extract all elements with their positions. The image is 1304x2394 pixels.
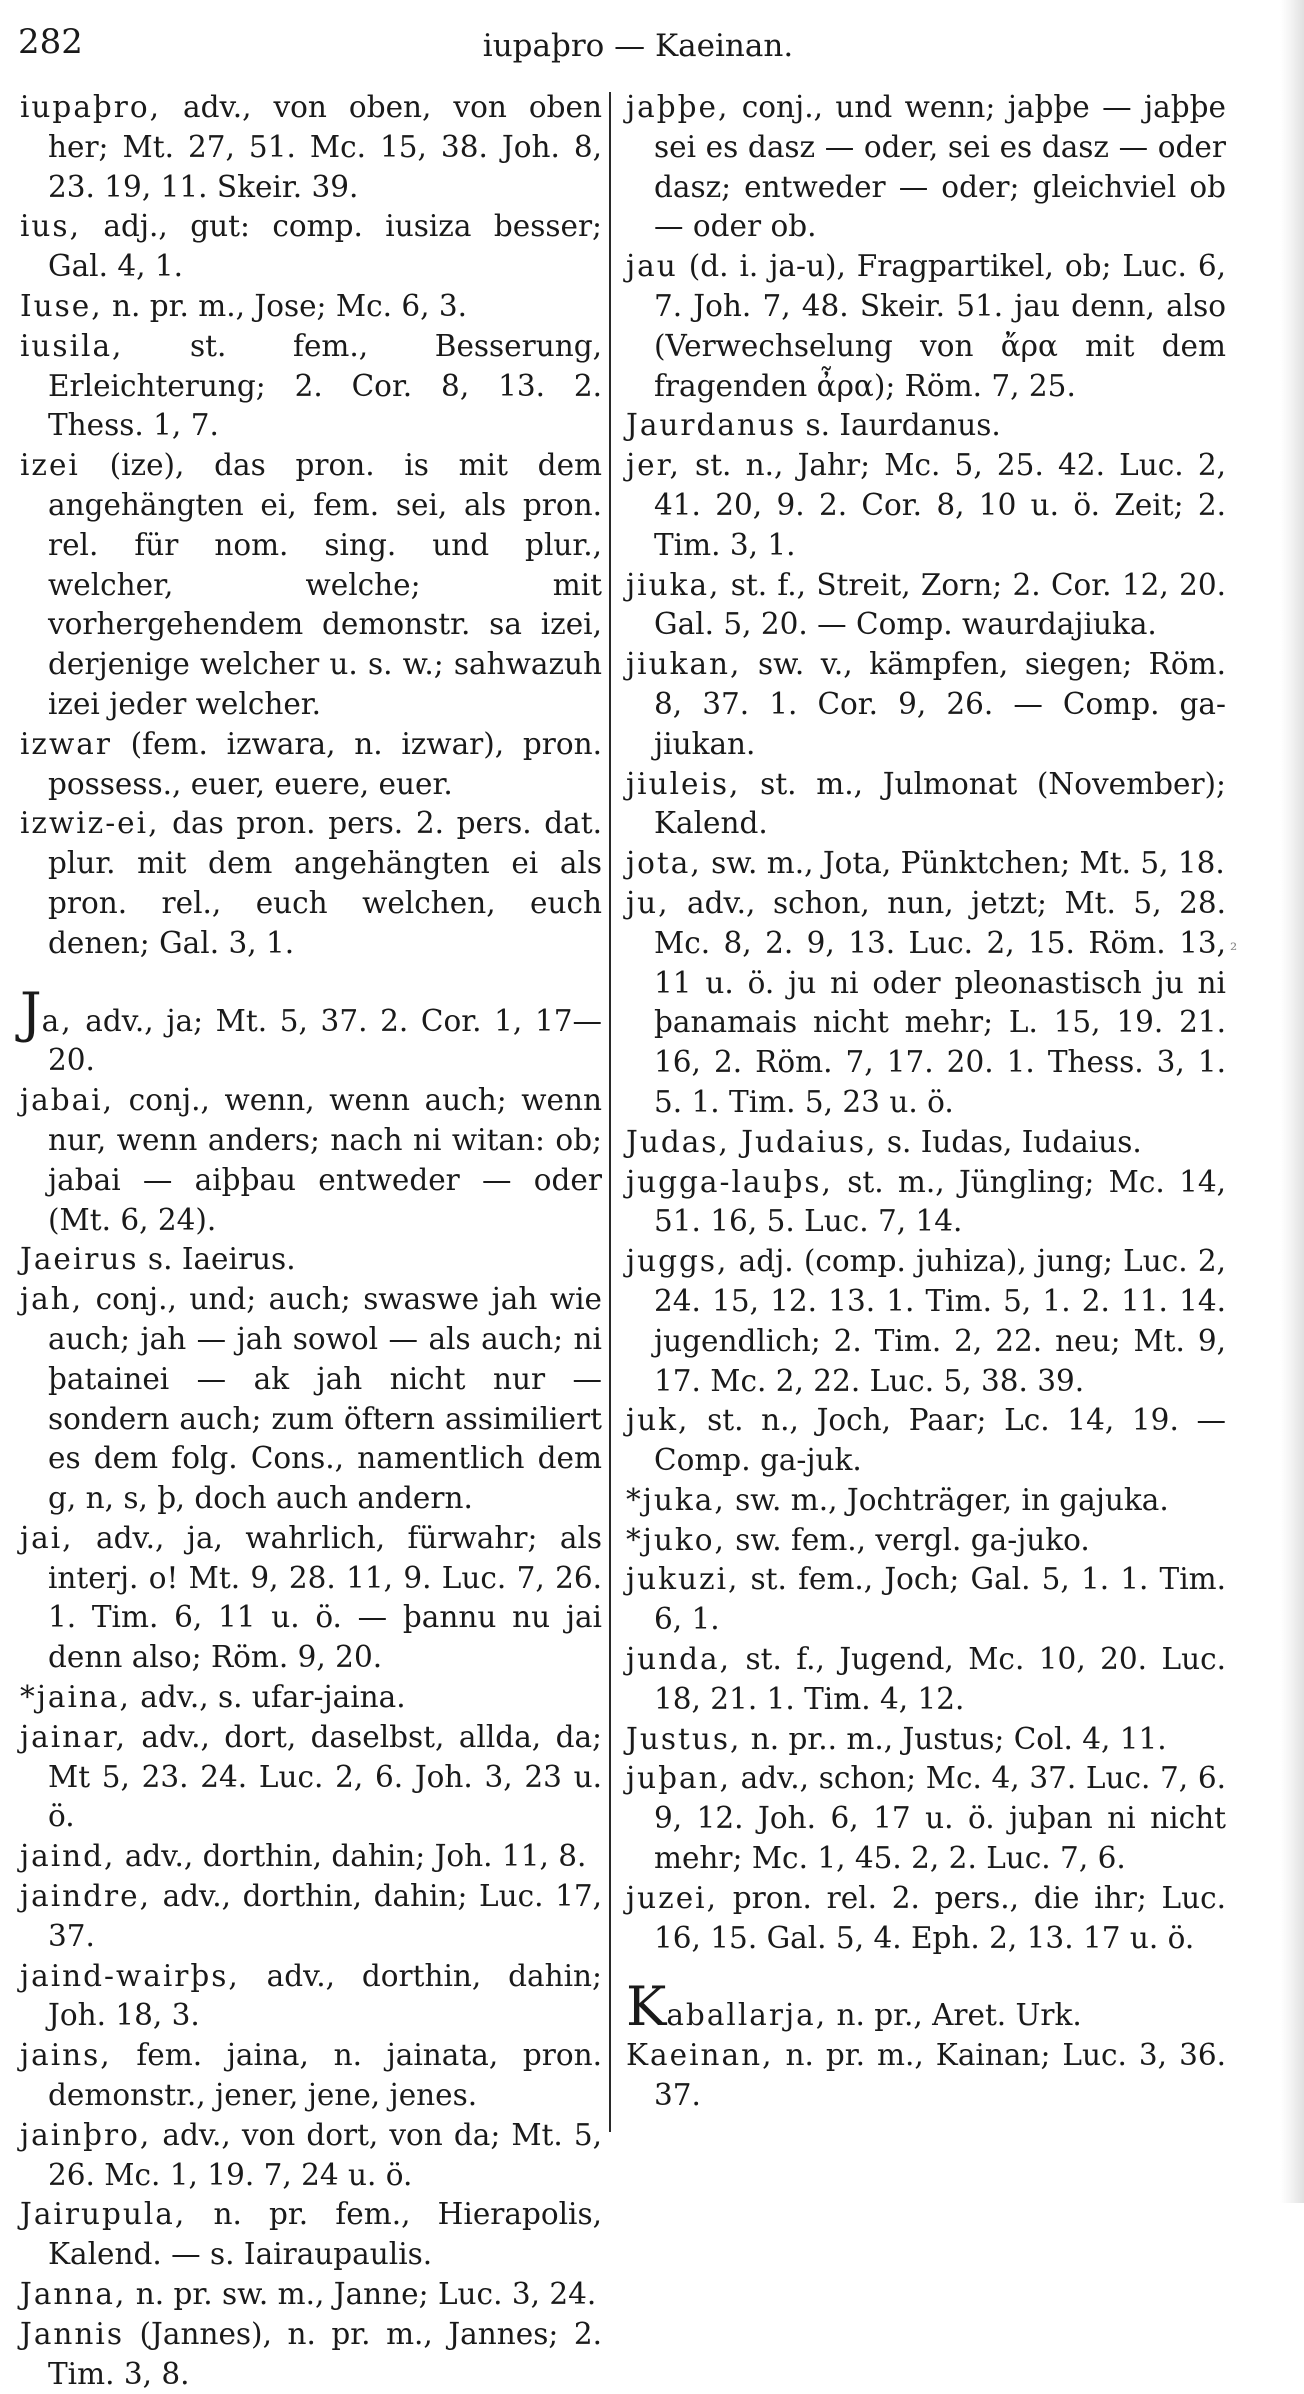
entry-headword: Janna, [20, 2277, 127, 2312]
entry-definition: (ize), das pron. is mit dem angehängten ei, fem. sei, als pron. rel. für nom. sing. und plur., welcher, welche; mit vorhergehendem demonstr. sa izei, derjenige welcher u. s. w.; sahwazuh izei jeder welcher. [48, 448, 602, 721]
entry-headword: jukuzi, [626, 1562, 740, 1597]
dictionary-entry [626, 1720, 1226, 1760]
entry-headword: ju, [626, 885, 670, 920]
entry-headword: Justus, [626, 1721, 742, 1756]
dictionary-entry [626, 1759, 1226, 1878]
dictionary-entry [626, 406, 1226, 446]
entry-headword: izwiz-ei, [20, 806, 160, 841]
dictionary-entry [20, 1280, 602, 1519]
dictionary-entry [626, 1123, 1226, 1163]
entry-definition: st. n., Jahr; Mc. 5, 25. 42. Luc. 2, 41. 20, 9. 2. Cor. 8, 10 u. ö. Zeit; 2. Tim. 3, 1. [654, 448, 1226, 562]
dictionary-entry [20, 2275, 602, 2315]
entry-definition: n. pr., Aret. Urk. [827, 1998, 1082, 2033]
entry-headword: Kaeinan, [626, 2038, 774, 2073]
dictionary-entry [626, 1640, 1226, 1720]
running-header [18, 22, 1258, 72]
left-column [20, 88, 602, 2394]
dictionary-entry [626, 884, 1226, 1123]
entry-headword: juggs, [626, 1244, 729, 1279]
dictionary-entry [20, 1837, 602, 1877]
right-column [626, 88, 1226, 2116]
dictionary-entry [626, 844, 1226, 884]
entry-definition: das pron. pers. 2. pers. dat. plur. mit dem angehängten ei als pron. rel., euch welchen, euch denen; Gal. 3, 1. [48, 806, 602, 960]
entry-definition: st. f., Jugend, Mc. 10, 20. Luc. 18, 21. 1. Tim. 4, 12. [654, 1642, 1226, 1716]
dictionary-entry [626, 566, 1226, 646]
entry-definition: adj. (comp. juhiza), jung; Luc. 2, 24. 15, 12. 13. 1. Tim. 5, 1. 2. 11. 14. jugendlich; 2. Tim. 2, 22. neu; Mt. 9, 17. Mc. 2, 22. Luc. 5, 38. 39. [654, 1244, 1226, 1398]
entry-definition: adv., schon, nun, jetzt; Mt. 5, 28. Mc. 8, 2. 9, 13. Luc. 2, 15. Röm. 13, 11 u. ö. ju ni oder pleonastisch ju ni þanamais nicht mehr; L. 15, 19. 21. 16, 2. Röm. 7, 17. 20. 1. Thess. 3, 1. 5. 1. Tim. 5, 23 u. ö. [654, 885, 1226, 1119]
entry-definition: adv., dorthin, dahin; Luc. 17, 37. [48, 1879, 602, 1953]
entry-definition: sw. m., Jochträger, in gajuka. [725, 1482, 1169, 1517]
dictionary-entry [626, 1879, 1226, 1959]
entry-headword: izwar [20, 726, 112, 761]
entry-headword: izei [20, 448, 80, 483]
dictionary-entry [20, 1081, 602, 1240]
dictionary-entry [626, 1975, 1226, 2039]
entry-headword: jer, [626, 448, 681, 483]
entry-headword: Iuse, [20, 288, 103, 323]
entry-headword: jiuka, [626, 567, 721, 602]
page-edge-shadow [1280, 0, 1304, 2203]
entry-definition: adv., s. ufar-jaina. [130, 1680, 406, 1715]
entry-definition: n. pr.. m., Justus; Col. 4, 11. [741, 1721, 1167, 1756]
entry-headword: jugga-lauþs, [626, 1164, 833, 1199]
entry-headword: Jannis [20, 2316, 124, 2351]
entry-headword: *jaina, [20, 1680, 131, 1715]
dictionary-entry [20, 725, 602, 805]
entry-headword: jaþþe, [626, 90, 730, 124]
entry-headword: iupaþro, [20, 90, 162, 124]
entry-headword: *juko, [626, 1522, 726, 1557]
dictionary-entry [626, 1242, 1226, 1401]
dictionary-entry [626, 1163, 1226, 1243]
entry-definition: adv., von dort, von da; Mt. 5, 26. Mc. 1, 19. 7, 24 u. ö. [48, 2117, 602, 2192]
entry-definition: n. pr. m., Kainan; Luc. 3, 36. 37. [654, 2038, 1226, 2113]
entry-definition: adv., schon; Mc. 4, 37. Luc. 7, 6. 9, 12. Joh. 6, 17 u. ö. juþan ni nicht mehr; Mc. 1, 45. 2, 2. Luc. 7, 6. [654, 1761, 1226, 1876]
entry-definition: conj., wenn, wenn auch; wenn nur, wenn anders; nach ni witan: ob; jabai — aiþþau entweder — oder (Mt. 6, 24). [48, 1083, 602, 1237]
entry-definition: adv., ja, wahrlich, fürwahr; als interj. o! Mt. 9, 28. 11, 9. Luc. 7, 26. 1. Tim. 6, 11 u. ö. — þannu nu jai denn also; Röm. 9, 20. [48, 1520, 602, 1675]
entry-definition: adv., dorthin, dahin; Joh. 11, 8. [115, 1839, 587, 1874]
section-initial: K [626, 1975, 667, 2039]
entry-definition: adv., ja; Mt. 5, 37. 2. Cor. 1, 17—20. [48, 1003, 602, 1078]
entry-definition: st. m., Jüngling; Mc. 14, 51. 16, 5. Luc. 7, 14. [654, 1164, 1226, 1239]
entry-headword: Jaurdanus [626, 408, 797, 443]
dictionary-entry [20, 2195, 602, 2275]
entry-definition: (d. i. ja-u), Fragpartikel, ob; Luc. 6, 7. Joh. 7, 48. Skeir. 51. jau denn, also (Verwechselung von ἄρα mit dem fragenden ἆρα); Röm. 7, 25. [654, 249, 1226, 403]
entry-definition: st. fem., Joch; Gal. 5, 1. 1. Tim. 6, 1. [654, 1562, 1226, 1637]
entry-definition: adv., von oben, von oben her; Mt. 27, 51. Mc. 15, 38. Joh. 8, 23. 19, 11. Skeir. 39. [48, 90, 602, 204]
entry-headword: ius, [20, 209, 81, 244]
dictionary-entry [20, 1877, 602, 1957]
entry-definition: (Jannes), n. pr. m., Jannes; 2. Tim. 3, 8. [48, 2316, 602, 2391]
column-divider [609, 92, 611, 2132]
dictionary-entry [20, 287, 602, 327]
entry-definition: s. Iaeirus. [138, 1242, 296, 1277]
entry-definition: adv., dorthin, dahin; Joh. 18, 3. [48, 1958, 602, 2033]
entry-headword: juk, [626, 1403, 690, 1438]
entry-definition: st. m., Julmonat (November); Kalend. [654, 766, 1226, 841]
dictionary-entry [20, 2315, 602, 2394]
entry-definition: sw. v., kämpfen, siegen; Röm. 8, 37. 1. Cor. 9, 26. — Comp. ga-jiukan. [654, 647, 1226, 761]
entry-headword: jains, [20, 2038, 112, 2073]
entry-headword: *juka, [626, 1482, 726, 1517]
entry-definition: n. pr. fem., Hierapolis, Kalend. — s. Iairaupaulis. [48, 2197, 602, 2272]
running-title: iupaþro — Kaeinan. [482, 28, 794, 64]
entry-definition: s. Iaurdanus. [796, 408, 1001, 443]
entry-headword: jaindre, [20, 1879, 151, 1914]
entry-headword: Jairupula, [20, 2197, 187, 2232]
entry-definition: conj., und wenn; jaþþe — jaþþe sei es dasz — oder, sei es dasz — oder dasz; entweder — oder; gleichviel ob — oder ob. [654, 90, 1226, 244]
entry-headword: juþan, [626, 1761, 731, 1796]
dictionary-entry [20, 1519, 602, 1678]
entry-headword: jau [626, 249, 678, 284]
margin-mark: ² [1230, 940, 1238, 961]
entry-headword: jai, [20, 1520, 74, 1555]
dictionary-entry [626, 1560, 1226, 1640]
dictionary-entry [20, 2036, 602, 2116]
entry-definition: st. n., Joch, Paar; Lc. 14, 19. — Comp. ga-juk. [654, 1403, 1226, 1478]
dictionary-entry [20, 88, 602, 207]
dictionary-entry [626, 765, 1226, 845]
entry-headword: juzei, [626, 1880, 718, 1915]
dictionary-entry [626, 1481, 1226, 1521]
dictionary-entry [626, 88, 1226, 247]
entry-headword: jaind-wairþs, [20, 1958, 240, 1993]
entry-headword: jaind, [20, 1839, 116, 1874]
entry-definition: (fem. izwara, n. izwar), pron. possess., euer, euere, euer. [48, 726, 602, 801]
entry-definition: sw. fem., vergl. ga-juko. [725, 1522, 1090, 1557]
entry-definition: fem. jaina, n. jainata, pron. demonstr., jener, jene, jenes. [48, 2038, 602, 2113]
entry-definition: st. fem., Besserung, Erleichterung; 2. Cor. 8, 13. 2. Thess. 1, 7. [48, 328, 602, 443]
entry-headword: jiuleis, [626, 766, 741, 801]
dictionary-entry [20, 980, 602, 1082]
dictionary-entry [626, 645, 1226, 764]
dictionary-entry [626, 446, 1226, 565]
entry-definition: n. pr. sw. m., Janne; Luc. 3, 24. [126, 2277, 597, 2312]
entry-headword: Judas, Judaius, [626, 1124, 878, 1159]
page-number: 282 [18, 22, 83, 62]
entry-definition: conj., und; auch; swaswe jah wie auch; jah — jah sowol — als auch; ni þatainei — ak jah nicht nur — sondern auch; zum öftern assimiliert es dem folg. Cons., namentlich dem g, n, s, þ, doch auch andern. [48, 1282, 602, 1516]
dictionary-entry [20, 1678, 602, 1718]
dictionary-entry [20, 1957, 602, 2037]
dictionary-entry [20, 207, 602, 287]
entry-headword: jabai, [20, 1083, 115, 1118]
dictionary-entry [20, 804, 602, 963]
entry-headword: a, [41, 1003, 73, 1038]
entry-definition: s. Iudas, Iudaius. [877, 1124, 1142, 1159]
dictionary-entry [20, 1240, 602, 1280]
entry-definition: adv., dort, daselbst, allda, da; Mt 5, 23. 24. Luc. 2, 6. Joh. 3, 23 u. ö. [48, 1719, 602, 1834]
dictionary-entry [626, 1521, 1226, 1561]
entry-headword: jiukan, [626, 647, 742, 682]
entry-headword: jah, [20, 1282, 84, 1317]
dictionary-entry [626, 2036, 1226, 2116]
entry-headword: jota, [626, 846, 702, 881]
dictionary-entry [626, 1401, 1226, 1481]
entry-definition: adj., gut: comp. iusiza besser; Gal. 4, 1. [48, 209, 602, 284]
dictionary-entry [20, 1718, 602, 1837]
entry-headword: Jaeirus [20, 1242, 139, 1277]
section-initial: J [20, 980, 42, 1044]
dictionary-entry [626, 247, 1226, 406]
entry-headword: jainþro, [20, 2117, 152, 2152]
entry-definition: sw. m., Jota, Pünktchen; Mt. 5, 18. [701, 846, 1225, 881]
dictionary-entry [20, 327, 602, 446]
entry-headword: iusila, [20, 328, 124, 363]
entry-definition: n. pr. m., Jose; Mc. 6, 3. [102, 288, 468, 323]
entry-headword: jainar, [20, 1719, 127, 1754]
entry-definition: pron. rel. 2. pers., die ihr; Luc. 16, 15. Gal. 5, 4. Eph. 2, 13. 17 u. ö. [654, 1880, 1226, 1955]
dictionary-entry [20, 446, 602, 725]
entry-definition: st. f., Streit, Zorn; 2. Cor. 12, 20. Gal. 5, 20. — Comp. waurdajiuka. [654, 567, 1226, 642]
entry-headword: aballarja, [666, 1998, 828, 2033]
entry-headword: junda, [626, 1642, 731, 1677]
dictionary-entry [20, 2116, 602, 2196]
